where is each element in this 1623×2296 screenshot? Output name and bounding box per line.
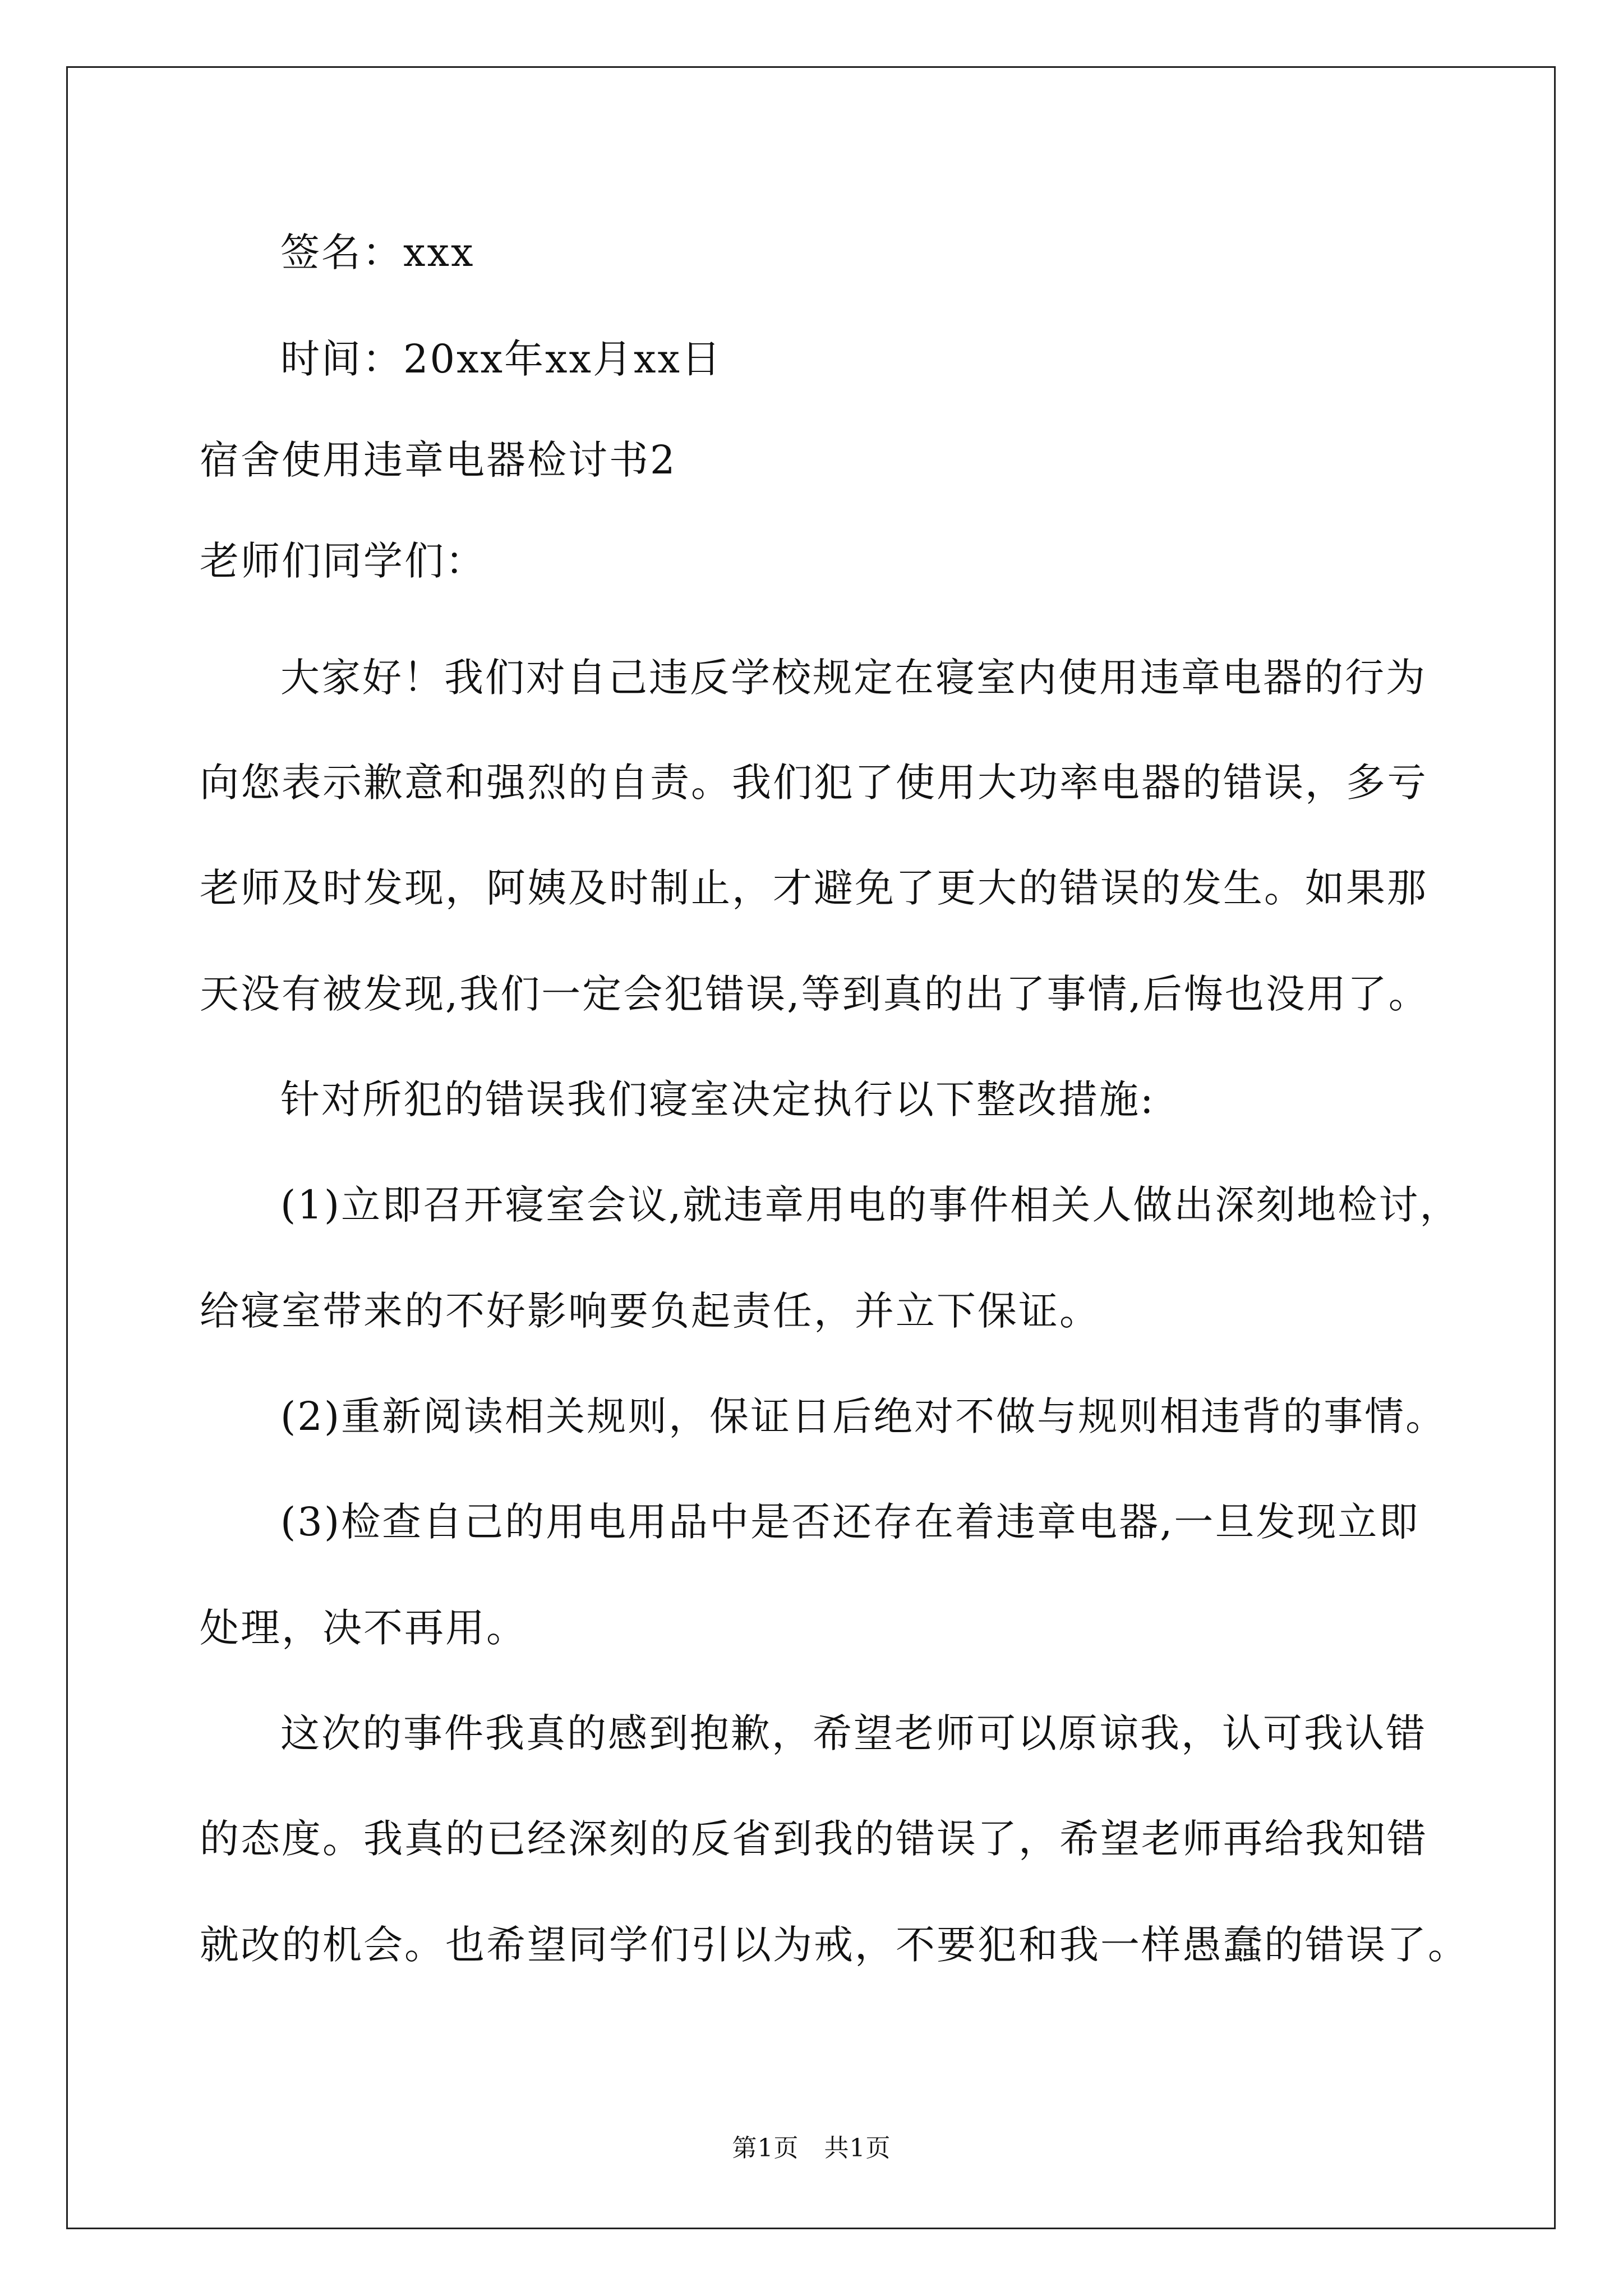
signature-line: 签名：xxx — [280, 229, 475, 275]
paragraph-line: 向您表示歉意和强烈的自责。我们犯了使用大功率电器的错误，多亏 — [200, 760, 1428, 806]
page-border — [66, 66, 1556, 2229]
paragraph-line: 就改的机会。也希望同学们引以为戒，不要犯和我一样愚蠢的错误了。 — [200, 1922, 1469, 1968]
salutation: 老师们同学们： — [200, 538, 486, 584]
paragraph-line: (3)检查自己的用电用品中是否还存在着违章电器,一旦发现立即 — [280, 1499, 1420, 1545]
paragraph-line: 这次的事件我真的感到抱歉，希望老师可以原谅我，认可我认错 — [280, 1710, 1427, 1756]
paragraph-line: (1)立即召开寝室会议,就违章用电的事件相关人做出深刻地检讨， — [280, 1182, 1461, 1228]
paragraph-line: 天没有被发现,我们一定会犯错误,等到真的出了事情,后悔也没用了。 — [200, 971, 1430, 1017]
paragraph-line: 针对所犯的错误我们寝室决定执行以下整改措施: — [280, 1076, 1155, 1122]
paragraph-line: 大家好！我们对自己违反学校规定在寝室内使用违章电器的行为 — [280, 655, 1427, 701]
paragraph-line: 处理，决不再用。 — [200, 1605, 527, 1651]
paragraph-line: 给寝室带来的不好影响要负起责任，并立下保证。 — [200, 1288, 1100, 1334]
paragraph-line: 的态度。我真的已经深刻的反省到我的错误了，希望老师再给我知错 — [200, 1816, 1428, 1862]
paragraph-line: 老师及时发现，阿姨及时制止，才避免了更大的错误的发生。如果那 — [200, 865, 1428, 911]
page-number: 第1页 共1页 — [732, 2134, 891, 2162]
document-title: 宿舍使用违章电器检讨书2 — [200, 437, 677, 483]
paragraph-line: (2)重新阅读相关规则，保证日后绝对不做与规则相违背的事情。 — [280, 1393, 1447, 1439]
date-line: 时间：20xx年xx月xx日 — [280, 336, 722, 382]
